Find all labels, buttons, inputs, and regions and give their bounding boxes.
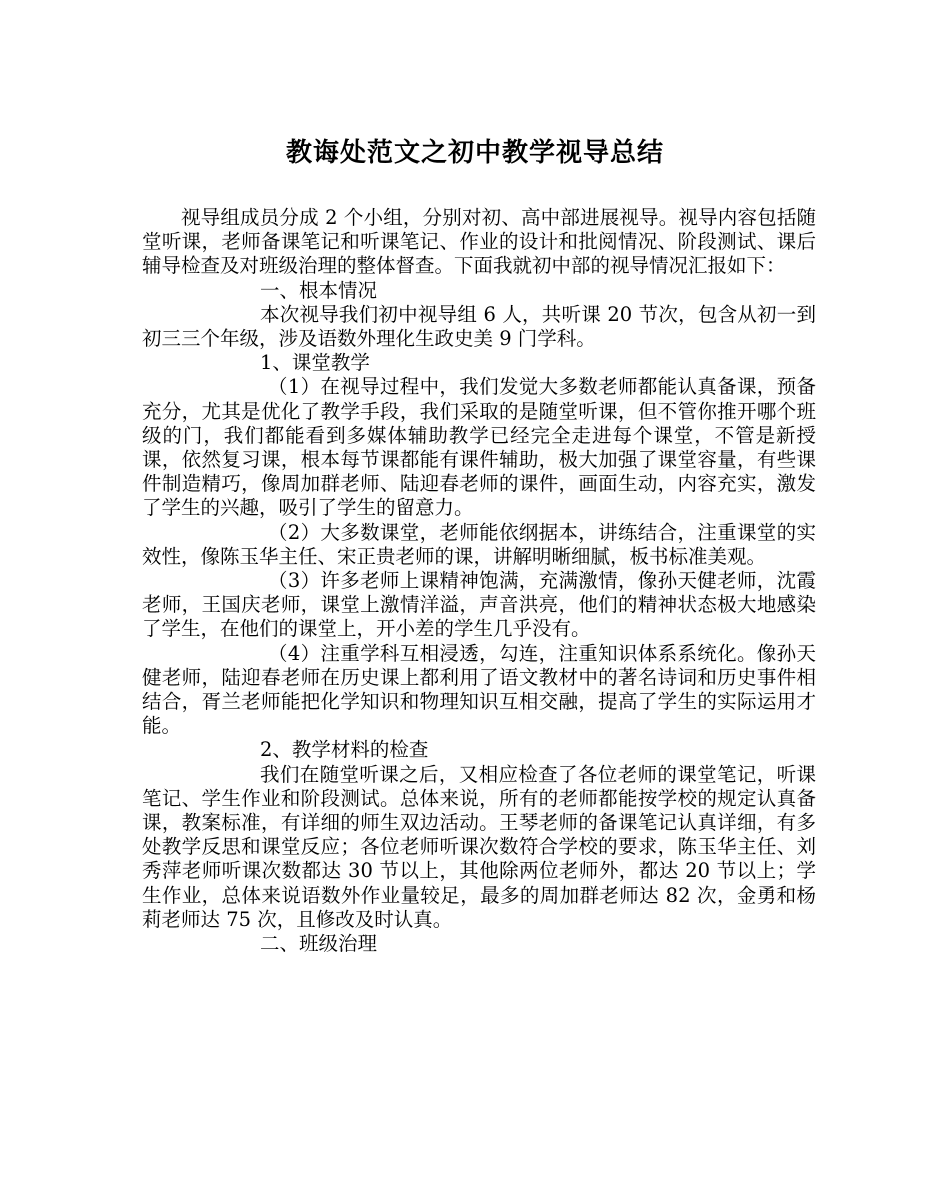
classroom-point-4: （4）注重学科互相浸透，勾连，注重知识体系系统化。像孙天健老师，陆迎春老师在历史课上都利用了语文教材中的著名诗词和历史事件相结合，胥兰老师能把化学知识和物理知识互相交融，提高了学生的实际运用才能。 bbox=[142, 641, 816, 738]
document-title: 教诲处范文之初中教学视导总结 bbox=[285, 138, 664, 168]
intro-paragraph: 视导组成员分成 2 个小组，分别对初、高中部进展视导。视导内容包括随堂听课，老师备课笔记和听课笔记、作业的设计和批阅情况、阶段测试、课后辅导检查及对班级治理的整体督查。下面我就初中部的视导情况汇报如下： bbox=[142, 206, 816, 278]
classroom-point-3: （3）许多老师上课精神饱满，充满激情，像孙天健老师，沈霞老师，王国庆老师，课堂上激情洋溢，声音洪亮，他们的精神状态极大地感染了学生，在他们的课堂上，开小差的学生几乎没有。 bbox=[142, 569, 816, 641]
section-heading-basic-situation: 一、根本情况 bbox=[260, 278, 378, 302]
classroom-point-2: （2）大多数课堂，老师能依纲据本，讲练结合，注重课堂的实效性，像陈玉华主任、宋正贵老师的课，讲解明晰细腻，板书标准美观。 bbox=[142, 520, 816, 568]
classroom-point-1: （1）在视导过程中，我们发觉大多数老师都能认真备课，预备充分，尤其是优化了教学手段，我们采取的是随堂听课，但不管你推开哪个班级的门，我们都能看到多媒体辅助教学已经完全走进每个课堂，不管是新授课，依然复习课，根本每节课都能有课件辅助，极大加强了课堂容量，有些课件制造精巧，像周加群老师、陆迎春老师的课件，画面生动，内容充实，激发了学生的兴趣，吸引了学生的留意力。 bbox=[142, 375, 816, 520]
material-check-paragraph: 我们在随堂听课之后，又相应检查了各位老师的课堂笔记，听课笔记、学生作业和阶段测试。总体来说，所有的老师都能按学校的规定认真备课，教案标准，有详细的师生双边活动。王琴老师的备课笔记认真详细，有多处教学反思和课堂反应；各位老师听课次数符合学校的要求，陈玉华主任、刘秀萍老师听课次数都达 30 节以上，其他除两位老师外，都达 20 节以上；学生作业，总体来说语数外作业量较足，最多的周加群老师达 82 次，金勇和杨莉老师达 75 次，且修改及时认真。 bbox=[142, 762, 816, 931]
section-heading-class-management: 二、班级治理 bbox=[260, 932, 378, 956]
basic-situation-paragraph: 本次视导我们初中视导组 6 人，共听课 20 节次，包含从初一到初三三个年级，涉及语数外理化生政史美 9 门学科。 bbox=[142, 302, 816, 351]
subheading-material-check: 2、教学材料的检查 bbox=[260, 738, 429, 762]
document-body bbox=[142, 206, 816, 956]
subheading-classroom-teaching: 1、课堂教学 bbox=[260, 351, 370, 375]
